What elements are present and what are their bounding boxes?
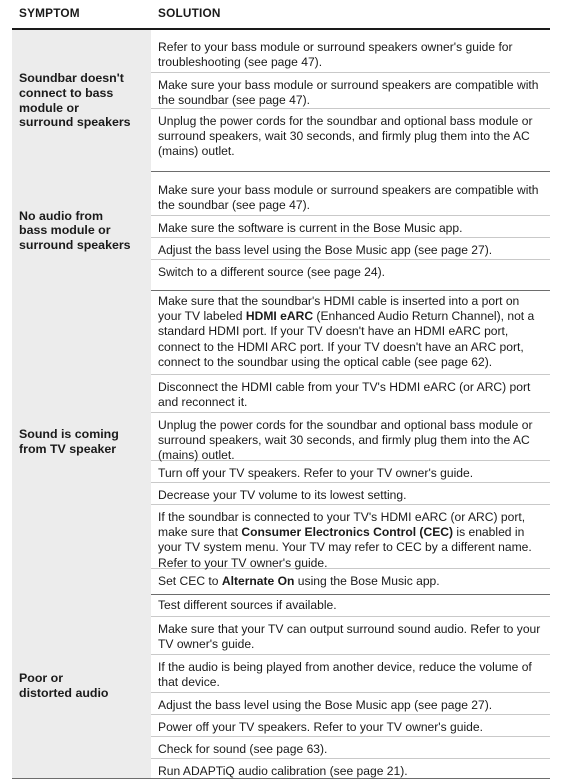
solution-item <box>158 622 546 652</box>
solution-item <box>158 660 546 690</box>
solution-item <box>158 114 546 160</box>
solution-divider <box>151 714 550 715</box>
solution-item <box>158 488 546 503</box>
solution-item <box>158 764 546 779</box>
solution-item <box>158 294 546 370</box>
solution-text: If the soundbar is connected to your TV's HDMI eARC (or ARC) port, make sure that <box>158 510 526 540</box>
solution-column-header: SOLUTION <box>158 6 221 20</box>
solution-divider <box>151 259 550 260</box>
solution-text: Power off your TV speakers. Refer to your TV owner's guide. <box>158 720 483 734</box>
solution-item <box>158 742 546 757</box>
symptom-cell <box>12 594 151 778</box>
solution-divider <box>151 215 550 216</box>
solution-text: (Enhanced Audio Return Channel), not a standard HDMI port. If your TV doesn't have an HDMI eARC port, connect to the HDMI ARC port. If your TV doesn't have an ARC port, connect to the soundbar using the optical cable (see page 62). <box>158 309 535 369</box>
solution-item <box>158 221 546 236</box>
solution-text: Test different sources if available. <box>158 598 337 612</box>
solution-text: Make sure your bass module or surround speakers are compatible with the soundbar (see page 47). <box>158 183 539 213</box>
solution-item <box>158 720 546 735</box>
solution-text: Make sure your bass module or surround speakers are compatible with the soundbar (see page 47). <box>158 78 539 108</box>
solution-emphasis: Consumer Electronics Control (CEC) <box>241 525 454 540</box>
symptom-column-header: SYMPTOM <box>19 6 80 20</box>
solution-item <box>158 466 546 481</box>
solution-item <box>158 78 546 108</box>
solution-item <box>158 698 546 713</box>
solution-item <box>158 418 546 464</box>
solution-item <box>158 40 546 70</box>
solution-item <box>158 574 546 589</box>
solution-text: Make sure that your TV can output surround sound audio. Refer to your TV owner's guide. <box>158 622 541 652</box>
solution-cell <box>151 290 550 594</box>
solution-item <box>158 183 546 213</box>
solution-text: Adjust the bass level using the Bose Music app (see page 27). <box>158 243 493 257</box>
solution-emphasis: HDMI eARC <box>245 309 314 324</box>
solution-divider <box>151 504 550 505</box>
solution-text: Refer to your bass module or surround speakers owner's guide for troubleshooting (see page 47). <box>158 40 513 70</box>
solution-divider <box>151 654 550 655</box>
solution-text: Disconnect the HDMI cable from your TV's HDMI eARC (or ARC) port and reconnect it. <box>158 380 531 410</box>
solution-item <box>158 598 546 613</box>
table-row <box>12 30 550 172</box>
solution-item <box>158 380 546 410</box>
solution-item <box>158 243 546 258</box>
solution-cell <box>151 171 550 290</box>
solution-text: Check for sound (see page 63). <box>158 742 328 756</box>
symptom-cell <box>12 171 151 290</box>
symptom-text: Sound is coming from TV speaker <box>19 427 119 456</box>
table-row <box>12 290 550 595</box>
solution-text: Turn off your TV speakers. Refer to your TV owner's guide. <box>158 466 474 480</box>
table-header <box>12 0 550 30</box>
solution-cell <box>151 30 550 171</box>
symptom-cell <box>12 30 151 171</box>
solution-divider <box>151 616 550 617</box>
solution-divider <box>151 237 550 238</box>
solution-divider <box>151 692 550 693</box>
solution-item <box>158 510 546 571</box>
solution-text: Adjust the bass level using the Bose Music app (see page 27). <box>158 698 493 712</box>
solution-divider <box>151 758 550 759</box>
solution-text: Unplug the power cords for the soundbar and optional bass module or surround speakers, wait 30 seconds, and firmly plug them into the AC (mains) outlet. <box>158 418 533 463</box>
solution-cell <box>151 594 550 778</box>
solution-divider <box>151 736 550 737</box>
solution-text: Make sure the software is current in the Bose Music app. <box>158 221 463 235</box>
solution-item <box>158 265 546 280</box>
solution-text: is enabled in your TV system menu. Your TV may refer to CEC by a different name. Refer to your TV owner's guide. <box>158 525 532 570</box>
solution-divider <box>151 72 550 73</box>
symptom-text: Soundbar doesn't connect to bass module or surround speakers <box>19 71 131 130</box>
solution-text: Decrease your TV volume to its lowest setting. <box>158 488 407 502</box>
symptom-text: No audio from bass module or surround speakers <box>19 208 131 252</box>
table-row <box>12 594 550 779</box>
solution-text: Unplug the power cords for the soundbar and optional bass module or surround speakers, wait 30 seconds, and firmly plug them into the AC (mains) outlet. <box>158 114 533 159</box>
solution-text: Run ADAPTiQ audio calibration (see page 21). <box>158 764 408 778</box>
symptom-cell <box>12 290 151 594</box>
table-row <box>12 171 550 291</box>
solution-divider <box>151 482 550 483</box>
solution-text: If the audio is being played from another device, reduce the volume of that device. <box>158 660 532 690</box>
solution-text: Set CEC to <box>158 574 222 588</box>
solution-text: using the Bose Music app. <box>294 574 440 588</box>
solution-text: Switch to a different source (see page 24). <box>158 265 385 279</box>
solution-text: Make sure that the soundbar's HDMI cable is inserted into a port on your TV labeled <box>158 294 520 324</box>
symptom-text: Poor or distorted audio <box>19 671 109 700</box>
solution-divider <box>151 412 550 413</box>
solution-emphasis: Alternate On <box>221 574 295 588</box>
solution-divider <box>151 374 550 375</box>
